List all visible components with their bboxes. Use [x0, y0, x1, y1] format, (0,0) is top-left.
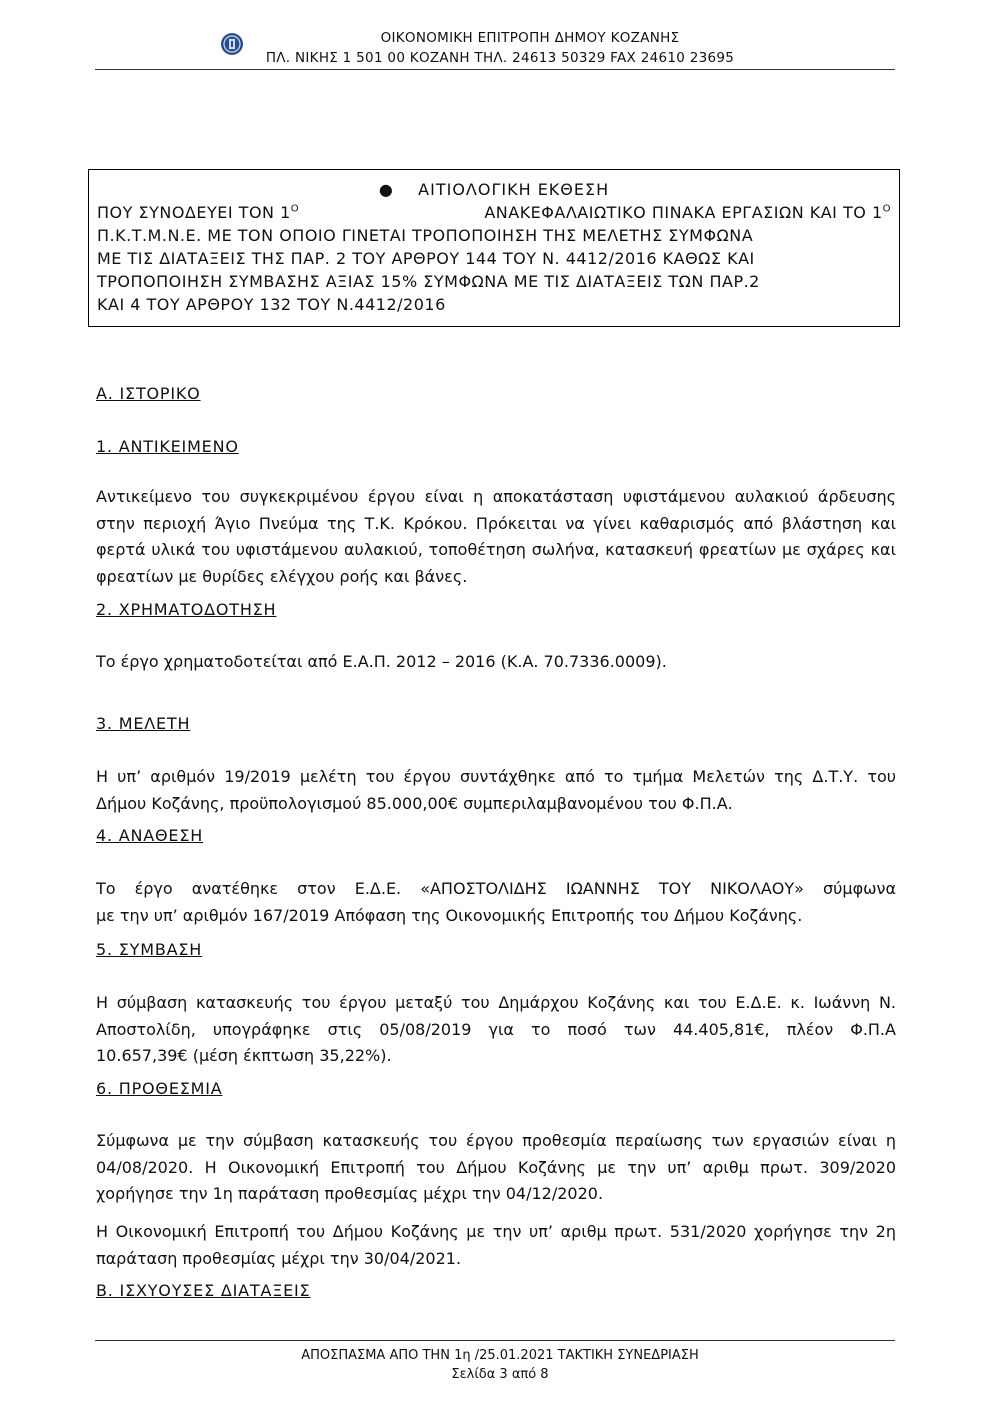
title-line-4: ΤΡΟΠΟΠΟΙΗΣΗ ΣΥΜΒΑΣΗΣ ΑΞΙΑΣ 15% ΣΥΜΦΩΝΑ ΜΕ ΤΙΣ ΔΙΑΤΑΞΕΙΣ ΤΩΝ ΠΑΡ.2 [97, 272, 760, 291]
section-6-extension-text: Η Οικονομική Επιτροπή του Δήμου Κοζάνης με την υπ’ αριθμ πρωτ. 531/2020 χορήγησε την 2η παράταση προθεσμίας μέχρι την 30/04/2021. [96, 1222, 896, 1268]
footer-divider [95, 1340, 895, 1341]
section-2-heading: 2. ΧΡΗΜΑΤΟΔΟΤΗΣΗ [96, 600, 277, 619]
title-line-1: ΠΟΥ ΣΥΝΟΔΕΥΕΙ ΤΟΝ $1^O$ ΑΝΑΚΕΦΑΛΑΙΩΤΙΚΟ ΠΙΝΑΚΑ ΕΡΓΑΣΙΩΝ ΚΑΙ ΤΟ $1^O$ [97, 203, 891, 222]
page-header [0, 18, 1000, 68]
section-b-heading: Β. ΙΣΧΥΟΥΣΕΣ ΔΙΑΤΑΞΕΙΣ [96, 1281, 311, 1300]
header-line-2: ΠΛ. ΝΙΚΗΣ 1 501 00 ΚΟΖΑΝΗ ΤΗΛ. 24613 50329 FAX 24610 23695 [265, 50, 735, 66]
header-divider [95, 69, 895, 70]
section-3-heading: 3. ΜΕΛΕΤΗ [96, 714, 191, 733]
report-title: ● ΑΙΤΙΟΛΟΓΙΚΗ ΕΚΘΕΣΗ [378, 180, 610, 199]
section-1-heading: 1. ΑΝΤΙΚΕΙΜΕΝΟ [96, 437, 239, 456]
section-6-text: Σύμφωνα με την σύμβαση κατασκευής του έργου προθεσμία περαίωσης των εργασιών είναι η 04/08/2020. Η Οικονομική Επιτροπή του Δήμου Κοζάνης με την υπ’ αριθμ πρωτ. 309/2020 χορήγησε την 1η παράταση προθεσμίας μέχρι την 04/12/2020. [96, 1131, 896, 1203]
section-5-text: Η σύμβαση κατασκευής του έργου μεταξύ του Δημάρχου Κοζάνης και του Ε.Δ.Ε. κ. Ιωάννη Ν. Αποστολίδη, υπογράφηκε στις 05/08/2019 για το ποσό των 44.405,81€, πλέον Φ.Π.Α 10.657,39€ (μέση έκπτωση 35,22%). [96, 993, 896, 1065]
section-1-text: Αντικείμενο του συγκεκριμένου έργου είναι η αποκατάσταση υφιστάμενου αυλακιού άρδευσης στην περιοχή Άγιο Πνεύμα της Τ.Κ. Κρόκου. Πρόκειται να γίνει καθαρισμός από βλάστηση και φερτά υλικά του υφιστάμενου αυλακιού, τοποθέτηση σωλήνα, κατασκευή φρεατίων με σχάρες και φρεατίων με θυρίδες ελέγχου ροής και βάνες. [96, 487, 896, 586]
section-5-heading: 5. ΣΥΜΒΑΣΗ [96, 940, 203, 959]
header-line-1: ΟΙΚΟΝΟΜΙΚΗ ΕΠΙΤΡΟΠΗ ΔΗΜΟΥ ΚΟΖΑΝΗΣ [380, 30, 680, 46]
title-line-5: ΚΑΙ 4 ΤΟΥ ΑΡΘΡΟΥ 132 ΤΟΥ Ν.4412/2016 [97, 295, 446, 314]
footer-session-line: ΑΠΟΣΠΑΣΜΑ ΑΠΟ ΤΗΝ 1η /25.01.2021 ΤΑΚΤΙΚΗ ΣΥΝΕΔΡΙΑΣΗ [301, 1348, 699, 1363]
section-3-text: Η υπ’ αριθμόν 19/2019 μελέτη του έργου συντάχθηκε από το τμήμα Μελετών της Δ.Τ.Υ. του Δήμου Κοζάνης, προϋπολογισμού 85.000,00€ συμπεριλαμβανομένου του Φ.Π.Α. [96, 767, 896, 813]
section-4-heading: 4. ΑΝΑΘΕΣΗ [96, 826, 204, 845]
title-line-3: ΜΕ ΤΙΣ ΔΙΑΤΑΞΕΙΣ ΤΗΣ ΠΑΡ. 2 ΤΟΥ ΑΡΘΡΟΥ 144 ΤΟΥ Ν. 4412/2016 ΚΑΘΩΣ ΚΑΙ [97, 249, 755, 268]
section-4-text: Το έργο ανατέθηκε στον Ε.Δ.Ε. «ΑΠΟΣΤΟΛΙΔΗΣ ΙΩΑΝΝΗΣ ΤΟΥ ΝΙΚΟΛΑΟΥ» σύμφωνα με την υπ’ αριθμόν 167/2019 Απόφαση της Οικονομικής Επιτροπής του Δήμου Κοζάνης. [96, 879, 896, 925]
bullet-icon: ● [378, 180, 419, 199]
title-line-2: Π.Κ.Τ.Μ.Ν.Ε. ΜΕ ΤΟΝ ΟΠΟΙΟ ΓΙΝΕΤΑΙ ΤΡΟΠΟΠΟΙΗΣΗ ΤΗΣ ΜΕΛΕΤΗΣ ΣΥΜΦΩΝΑ [97, 226, 754, 245]
section-6-heading: 6. ΠΡΟΘΕΣΜΙΑ [96, 1079, 223, 1098]
report-title-box [88, 169, 900, 327]
page-number: Σελίδα 3 από 8 [451, 1367, 549, 1382]
section-a-heading: Α. ΙΣΤΟΡΙΚΟ [96, 384, 201, 403]
section-2-text: Το έργο χρηματοδοτείται από Ε.Α.Π. 2012 – 2016 (Κ.Α. 70.7336.0009). [96, 652, 667, 671]
